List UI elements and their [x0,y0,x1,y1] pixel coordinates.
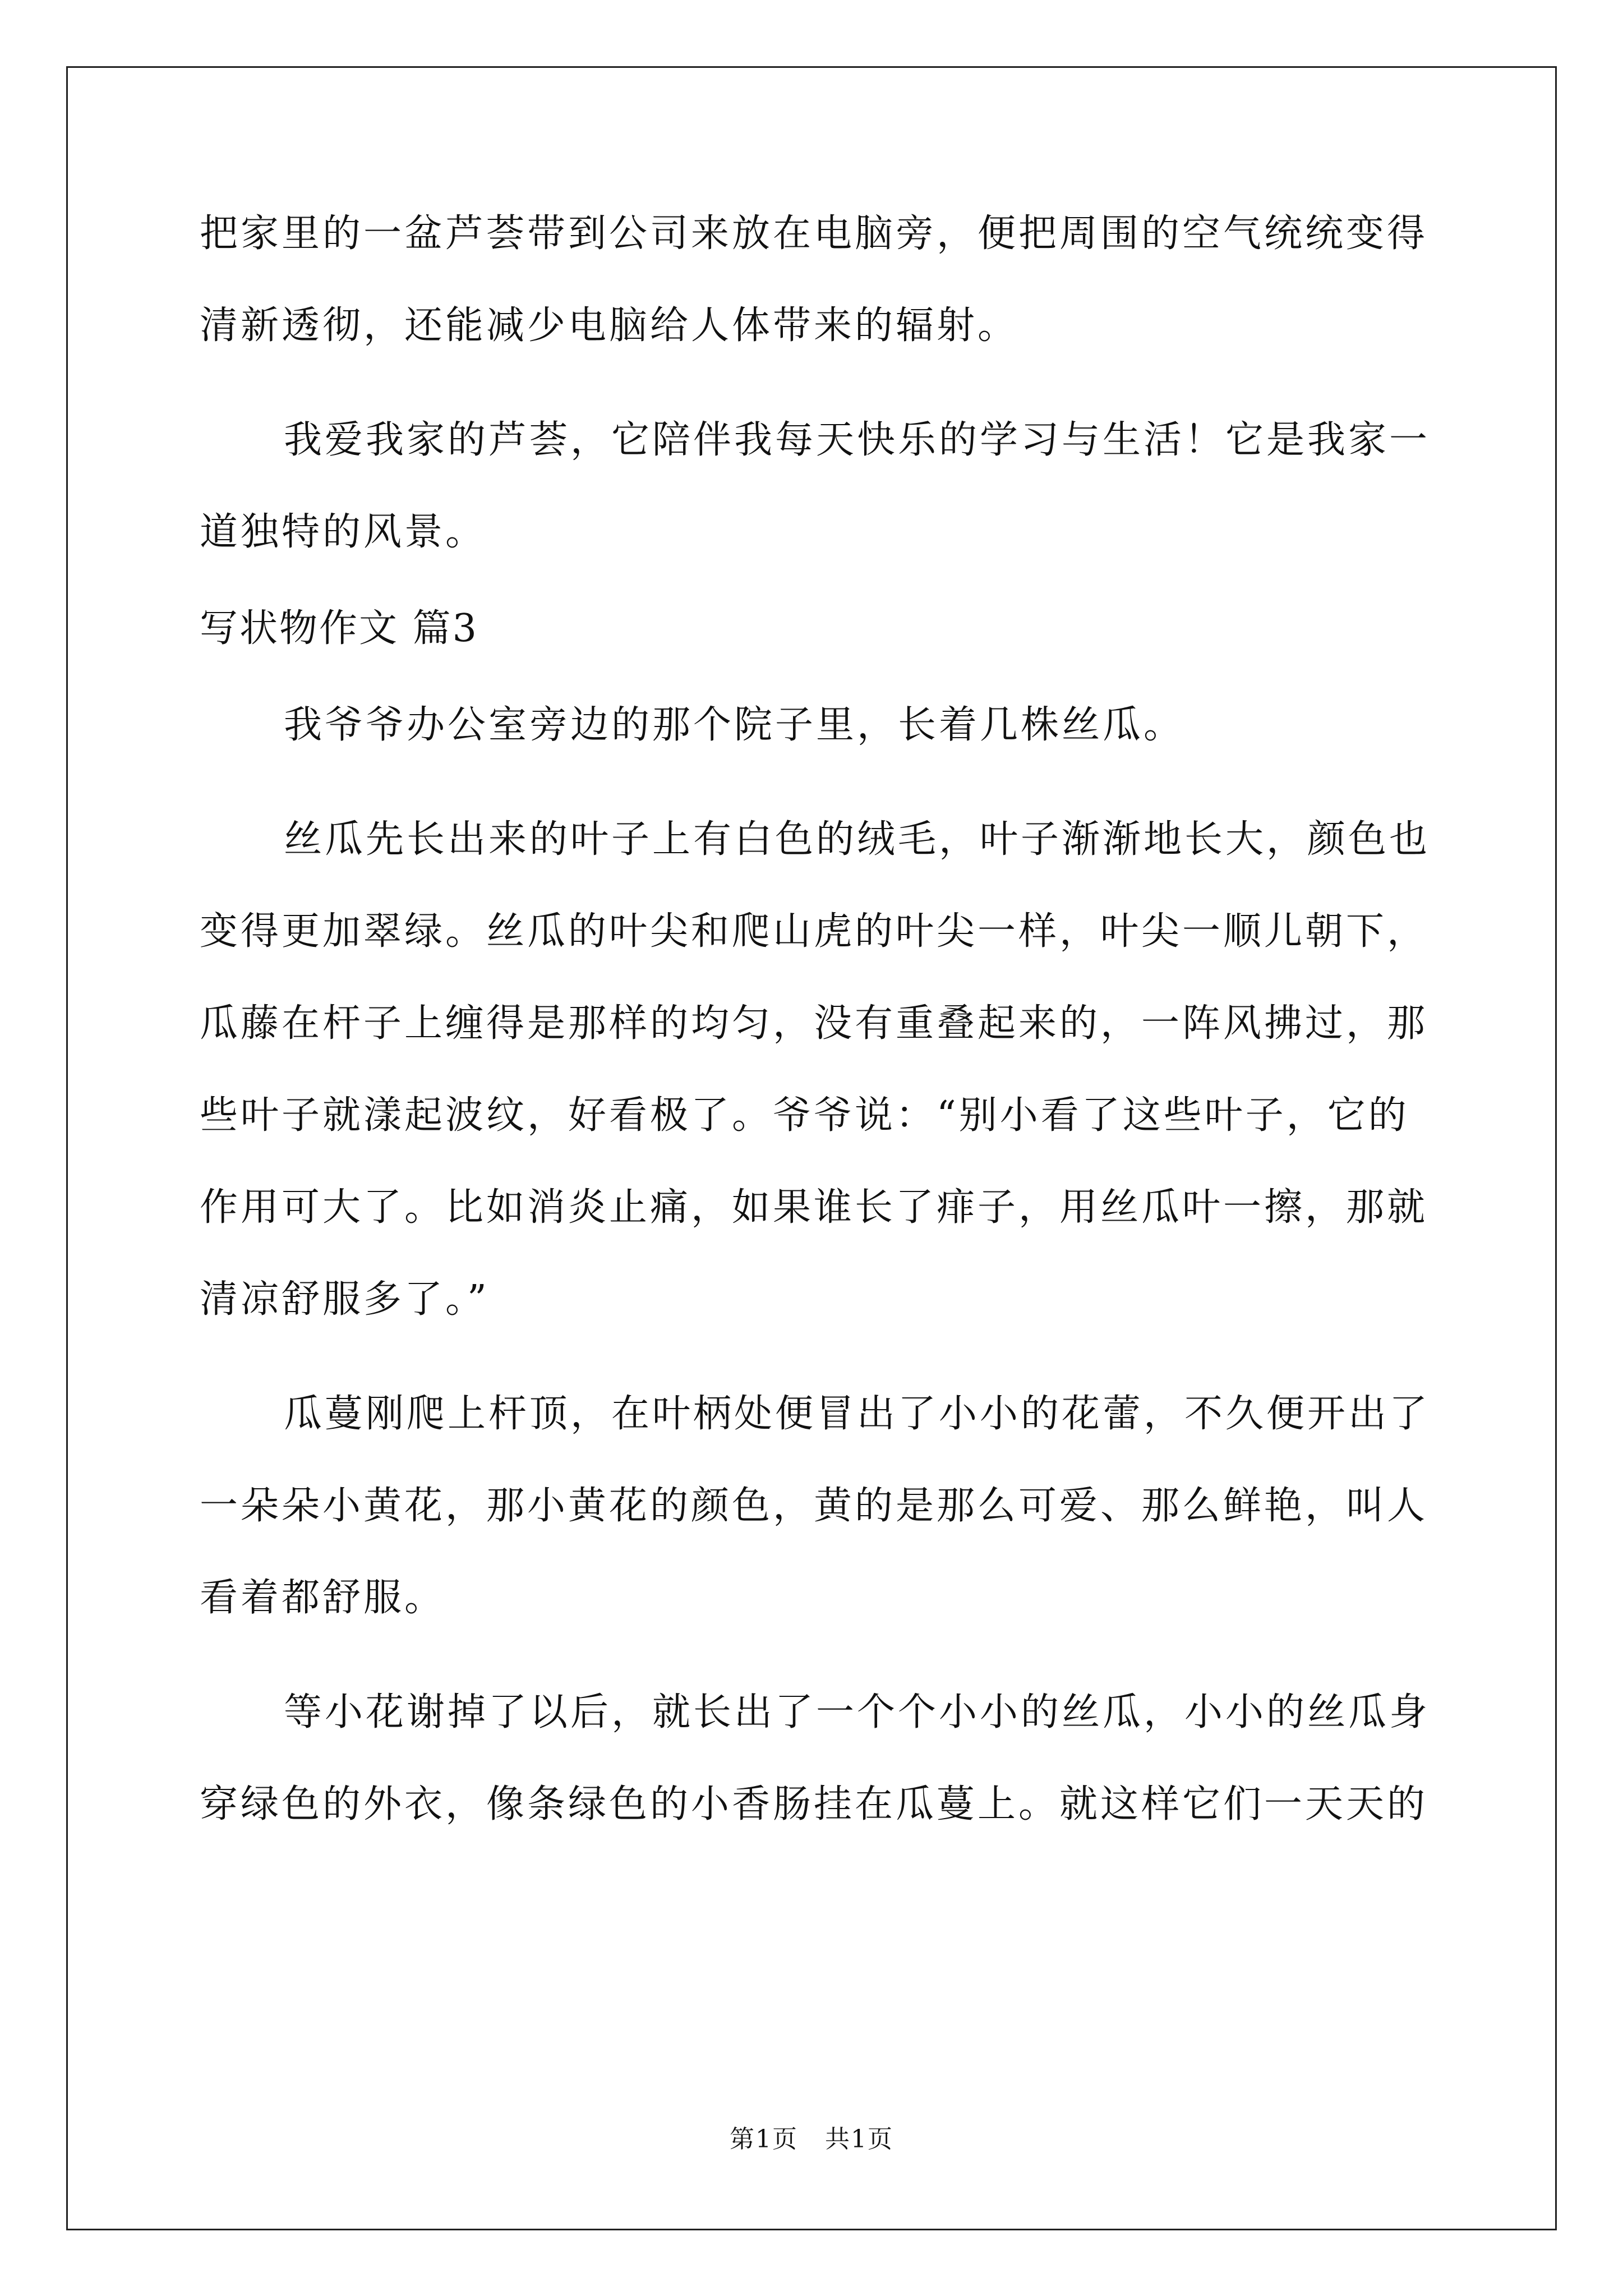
paragraph-line: 清新透彻，还能减少电脑给人体带来的辐射。 [200,303,1019,348]
paragraph-line: 看着都舒服。 [200,1576,446,1620]
paragraph-line: 瓜藤在杆子上缠得是那样的均匀，没有重叠起来的，一阵风拂过，那 [200,1001,1428,1046]
paragraph-line: 把家里的一盆芦荟带到公司来放在电脑旁，便把周围的空气统统变得 [200,211,1428,256]
paragraph-line: 我爷爷办公室旁边的那个院子里，长着几株丝瓜。 [284,703,1185,747]
paragraph-line: 些叶子就漾起波纹，好看极了。爷爷说：“别小看了这些叶子，它的 [200,1093,1409,1138]
paragraph-line: 清凉舒服多了。” [200,1277,490,1322]
paragraph-line: 瓜蔓刚爬上杆顶，在叶柄处便冒出了小小的花蕾，不久便开出了 [284,1392,1431,1436]
page-number: 第1页 [730,2125,798,2154]
paragraph-line: 丝瓜先长出来的叶子上有白色的绒毛，叶子渐渐地长大，颜色也 [284,817,1431,862]
page-footer [0,2123,1623,2156]
paragraph-line: 我爱我家的芦荟，它陪伴我每天快乐的学习与生活！它是我家一 [284,418,1431,462]
paragraph-line: 等小花谢掉了以后，就长出了一个个小小的丝瓜，小小的丝瓜身 [284,1690,1431,1734]
total-pages: 共1页 [825,2125,893,2154]
page-border [66,66,1557,2230]
paragraph-line: 穿绿色的外衣，像条绿色的小香肠挂在瓜蔓上。就这样它们一天天的 [200,1782,1428,1826]
paragraph-line: 作用可大了。比如消炎止痛，如果谁长了痱子，用丝瓜叶一擦，那就 [200,1185,1428,1230]
section-heading: 写状物作文 篇3 [200,606,478,651]
paragraph-line: 一朵朵小黄花，那小黄花的颜色，黄的是那么可爱、那么鲜艳，叫人 [200,1484,1428,1528]
paragraph-line: 变得更加翠绿。丝瓜的叶尖和爬山虎的叶尖一样，叶尖一顺儿朝下， [200,909,1428,954]
paragraph-line: 道独特的风景。 [200,510,487,554]
